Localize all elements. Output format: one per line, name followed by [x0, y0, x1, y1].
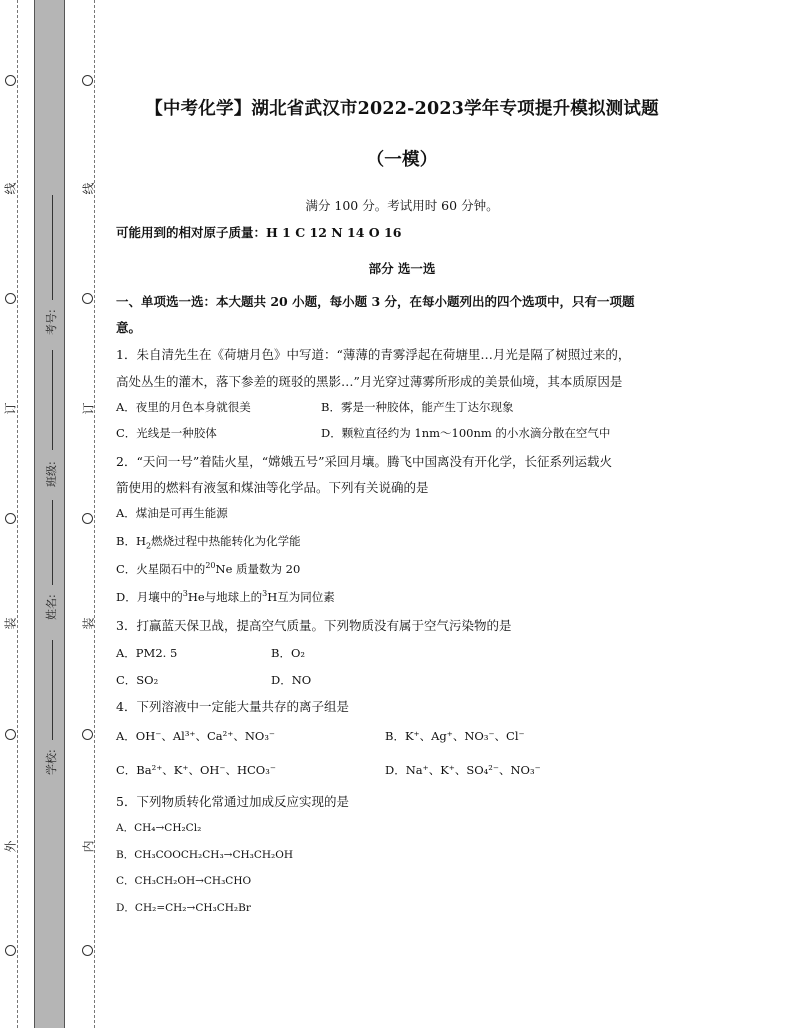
question-5-stem: 5．下列物质转化常通过加成反应实现的是: [116, 794, 349, 809]
question-3-option-b: B．O₂: [271, 646, 305, 660]
gray-binding-band: [34, 0, 65, 1028]
subscript: 2: [145, 541, 152, 551]
binding-hole: [5, 513, 16, 524]
exam-number-line[interactable]: [52, 195, 53, 300]
name-line[interactable]: [52, 500, 53, 585]
question-1-option-d: D．颗粒直径约为 1nm～100nm 的小水滴分散在空气中: [321, 426, 611, 440]
question-2-option-a: A．煤油是可再生能源: [116, 506, 228, 520]
outer-margin-char: 外: [3, 840, 18, 853]
document-subtitle: （一模）: [366, 150, 438, 170]
inner-cut-line: [94, 0, 95, 1028]
question-4-option-d: D．Na⁺、K⁺、SO₄²⁻、NO₃⁻: [385, 763, 541, 777]
question-3-option-a: A．PM2. 5: [116, 646, 178, 660]
exam-info: 满分 100 分。考试用时 60 分钟。: [305, 198, 499, 213]
question-2-stem: 2．“天问一号”着陆火星，“嫦娥五号”采回月壤。腾飞中国离没有开化学，长征系列运载火: [116, 454, 613, 469]
option-text: B．H: [116, 534, 146, 548]
question-4-option-b: B．K⁺、Ag⁺、NO₃⁻、Cl⁻: [385, 729, 525, 743]
outer-margin-char: 装: [3, 617, 18, 630]
class-label: 班级:: [45, 461, 58, 487]
question-4-option-c: C．Ba²⁺、K⁺、OH⁻、HCO₃⁻: [116, 763, 276, 777]
school-label: 学校:: [45, 749, 58, 775]
binding-hole: [82, 75, 93, 86]
question-2-stem-cont: 箭使用的燃料有液氢和煤油等化学品。下列有关说确的是: [116, 480, 429, 495]
name-label: 姓名:: [45, 594, 58, 620]
binding-hole: [5, 75, 16, 86]
question-2-option-d: [116, 589, 335, 605]
question-5-option-d: D．CH₂=CH₂→CH₃CH₂Br: [116, 902, 251, 914]
question-3-option-c: C．SO₂: [116, 673, 159, 687]
exam-number-label: 考号:: [45, 309, 58, 335]
superscript: 3: [182, 589, 188, 599]
question-1-stem-cont: 高处丛生的灌木，落下参差的斑驳的黑影…”月光穿过薄雾所形成的美景仙境，其本质原因是: [116, 374, 623, 389]
class-line[interactable]: [52, 350, 53, 450]
question-2-option-c: [116, 561, 300, 577]
question-2-option-b: [116, 533, 301, 550]
binding-hole: [5, 293, 16, 304]
outer-margin-char: 线: [3, 182, 18, 195]
question-1-stem: 1．朱自清先生在《荷塘月色》中写道：“薄薄的青雾浮起在荷塘里…月光是隔了树照过来的，: [116, 347, 631, 362]
option-text: C．火星陨石中的: [116, 562, 206, 576]
binding-hole: [82, 945, 93, 956]
binding-hole: [82, 293, 93, 304]
option-text: 燃烧过程中热能转化为化学能: [151, 534, 301, 548]
section-heading: 一、单项选一选：本大题共 20 小题，每小题 3 分，在每小题列出的四个选项中，只有一项题: [116, 294, 635, 309]
atomic-mass-note: 可能用到的相对原子质量：H 1 C 12 N 14 O 16: [116, 225, 402, 240]
binding-hole: [5, 729, 16, 740]
inner-margin-char: 装: [81, 617, 96, 630]
inner-margin-char: 内: [81, 840, 96, 853]
section-heading-cont: 意。: [116, 320, 142, 335]
question-1-option-a: A．夜里的月色本身就很美: [116, 400, 251, 414]
question-3-stem: 3．打赢蓝天保卫战，提高空气质量。下列物质没有属于空气污染物的是: [116, 618, 512, 633]
question-1-option-c: C．光线是一种胶体: [116, 426, 217, 440]
binding-hole: [82, 729, 93, 740]
binding-hole: [5, 945, 16, 956]
question-5-option-c: C．CH₃CH₂OH→CH₃CHO: [116, 875, 252, 887]
question-5-option-b: B．CH₃COOCH₂CH₃→CH₃CH₂OH: [116, 849, 294, 861]
inner-margin-char: 线: [81, 182, 96, 195]
option-text: He与地球上的: [187, 590, 263, 604]
question-4-option-a: A．OH⁻、Al³⁺、Ca²⁺、NO₃⁻: [116, 729, 276, 743]
inner-margin-char: 订: [81, 402, 96, 415]
question-3-option-d: D．NO: [271, 673, 312, 687]
option-text: H互为同位素: [267, 590, 335, 604]
binding-hole: [82, 513, 93, 524]
school-line[interactable]: [52, 640, 53, 740]
document-title: 【中考化学】湖北省武汉市2022-2023学年专项提升模拟测试题: [145, 99, 659, 119]
superscript: 3: [262, 589, 268, 599]
question-5-option-a: A．CH₄→CH₂Cl₂: [116, 822, 202, 834]
question-1-option-b: B．雾是一种胶体，能产生丁达尔现象: [321, 400, 514, 414]
outer-cut-line: [17, 0, 18, 1028]
part-title: 部分 选一选: [368, 261, 436, 276]
outer-margin-char: 订: [3, 402, 18, 415]
option-text: D．月壤中的: [116, 590, 183, 604]
option-text: Ne 质量数为 20: [215, 562, 301, 576]
question-4-stem: 4．下列溶液中一定能大量共存的离子组是: [116, 699, 349, 714]
superscript: 20: [205, 561, 216, 571]
